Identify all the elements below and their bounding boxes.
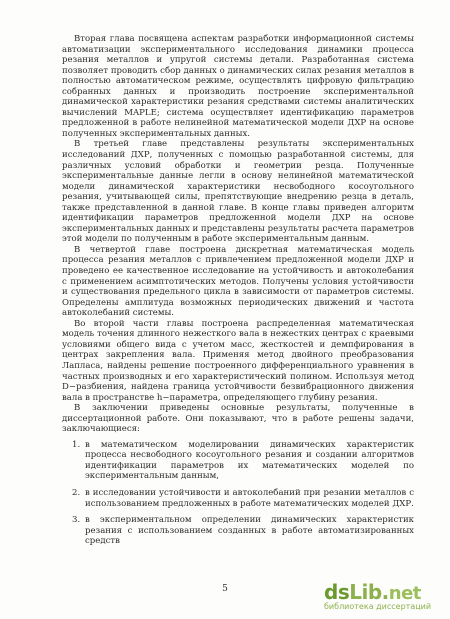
watermark-subtitle: библиотека диссертаций bbox=[324, 602, 432, 611]
paragraph: В заключении приведены основные результаты, полученные в диссертационной работе. Они показывают, что в работе решены задачи, заключающиеся: bbox=[62, 403, 414, 435]
paragraph: В третьей главе представлены результаты экспериментальных исследований ДХР, полученных с помощью разработанной системы, для различных условий обработки и геометрии резца. Полученные экспериментальные данные легли в основу нелинейной математической модели динамической характеристики несвободного косоугольного резания, учитывающей силы, препятствующие внедрению резца в деталь, также представленной в данной главе. В конце главы приведен алгоритм идентификации параметров предложенной модели ДХР на основе экспериментальных данных и представлены результаты расчета параметров этой модели по полученным в работе экспериментальным данным. bbox=[62, 139, 414, 245]
body-text bbox=[62, 34, 414, 553]
numbered-list bbox=[62, 440, 414, 547]
list-item bbox=[72, 440, 414, 482]
list-item bbox=[72, 488, 414, 509]
paragraph: Во второй части главы построена распределенная математическая модель точения длинного нежесткого вала в нежестких центрах с краевыми условиями общего вида с учетом масс, жесткостей и демпфирования в центрах закрепления вала. Применяя метод двойного преобразования Лапласа, найдены решение построенного дифференциального уравнения в частных производных и его характеристический полином. Используя метод D−разбиения, найдена граница устойчивости безвибрационного движения вала в пространстве h−параметра, определяющего глубину резания. bbox=[62, 318, 414, 403]
list-text: в исследовании устойчивости и автоколебаний при резании металлов с использованием предложенных в работе математических моделей ДХР. bbox=[85, 487, 414, 509]
list-text: в математическом моделировании динамических характеристик процесса несвободного косоугольного резания и создании алгоритмов идентификации параметров их математических моделей по экспериментальным данным, bbox=[85, 439, 414, 482]
list-text: в экспериментальном определении динамических характеристик резания с использованием созданных в работе автоматизированных средств bbox=[85, 515, 414, 547]
list-number: 2. bbox=[72, 487, 81, 498]
paragraph: Вторая глава посвящена аспектам разработки информационной системы автоматизации экспериментального исследования динамики процесса резания металлов и упругой системы детали. Разработанная система позволяет проводить сбор данных о динамических силах резания металлов в полностью автоматическом режиме, осуществлять цифровую фильтрацию собранных данных и производить построение экспериментальной динамической характеристики резания средствами системы аналитических вычислений MAPLE; система осуществляет идентификацию параметров предложенной в работе нелинейной математической модели ДХР на основе полученных экспериментальных данных. bbox=[62, 34, 414, 139]
dslib-watermark[interactable] bbox=[324, 580, 434, 611]
watermark-logo-lib: Lib bbox=[349, 580, 382, 604]
watermark-logo-ds: ds bbox=[324, 580, 350, 604]
paragraph: В четвертой главе построена дискретная математическая модель процесса резания металлов с привлечением предложенной модели ДХР и проведено ее качественное исследование на устойчивость и автоколебания с применением асимптотических методов. Получены условия устойчивости и существования предельного цикла в зависимости от параметров системы. Определены амплитуда возможных периодических движений и частота автоколебаний системы. bbox=[62, 244, 414, 319]
list-number: 3. bbox=[72, 515, 81, 526]
watermark-logo-dot: . bbox=[381, 580, 389, 604]
list-number: 1. bbox=[72, 439, 81, 450]
watermark-logo-net: net bbox=[388, 583, 421, 604]
list-item bbox=[72, 515, 414, 547]
page-number: 5 bbox=[222, 584, 228, 594]
watermark-logo bbox=[324, 580, 421, 604]
